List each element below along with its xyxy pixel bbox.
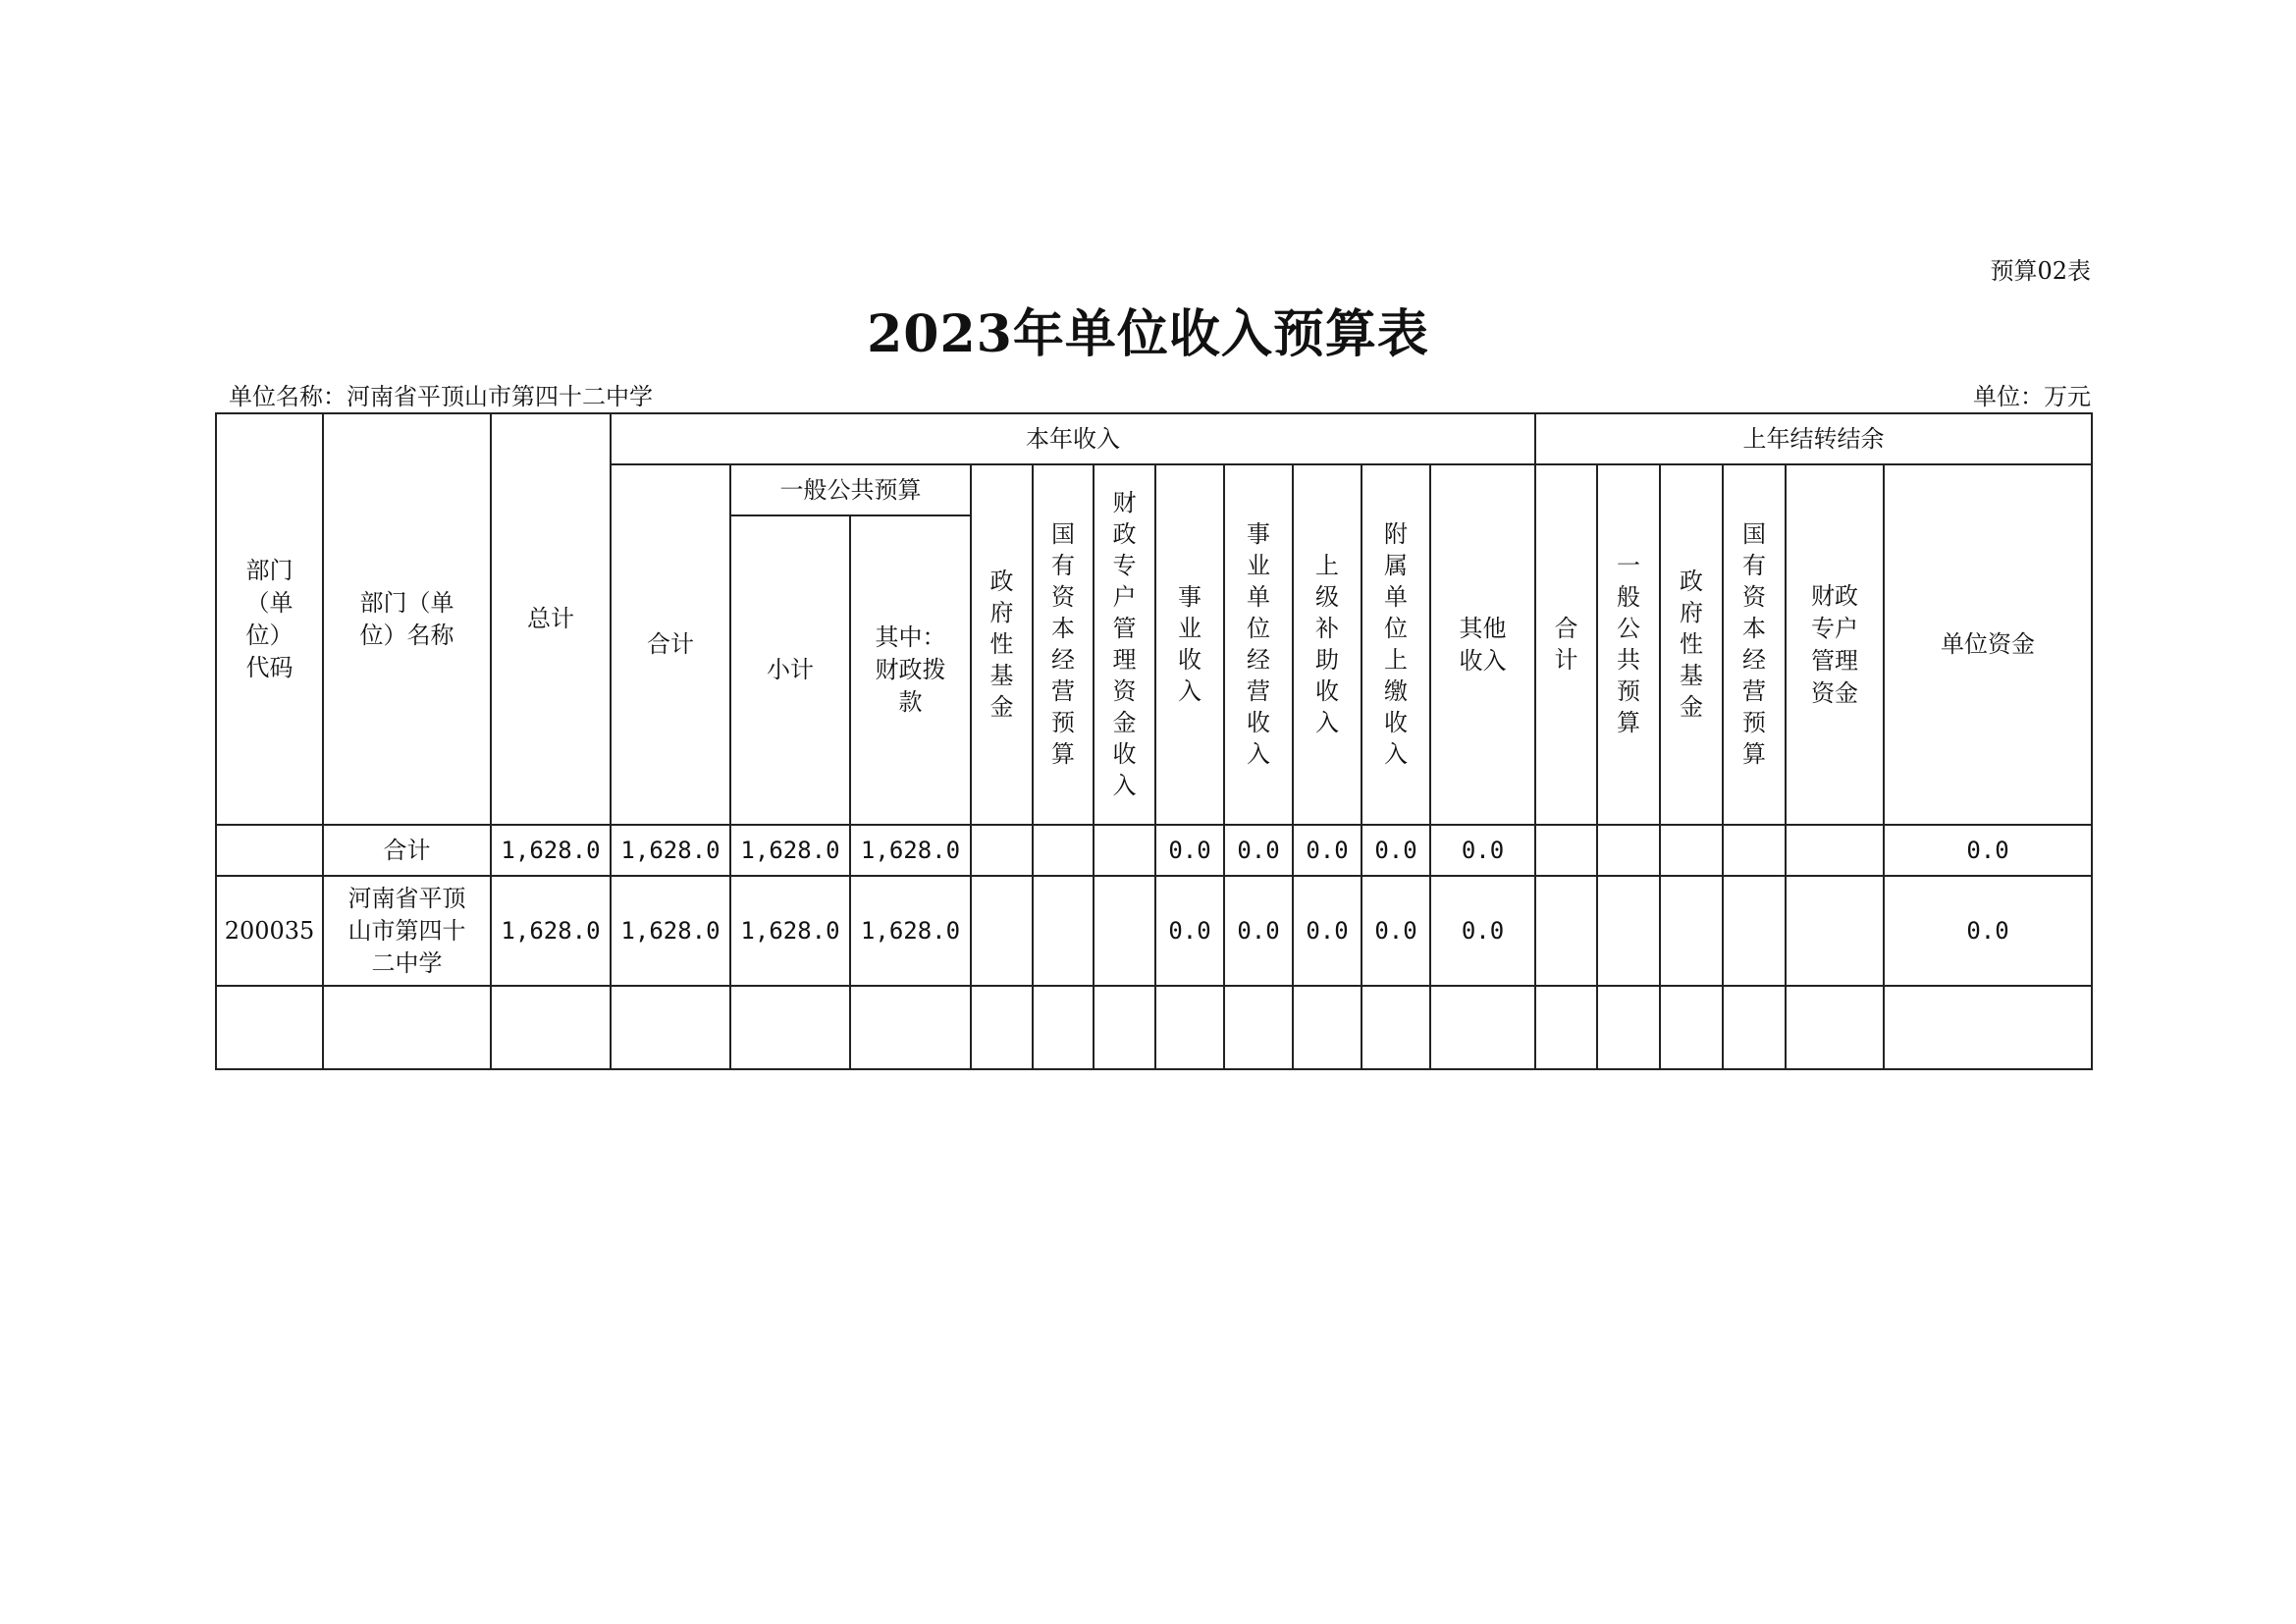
cell-code: 200035 <box>216 876 323 986</box>
cell-py-sum <box>1535 876 1597 986</box>
cell-cy-sum: 1,628.0 <box>611 825 730 876</box>
cell-fiscal-special <box>1094 825 1155 876</box>
cell-fiscal-special <box>1094 876 1155 986</box>
cell-py-fiscal-special <box>1786 825 1884 876</box>
col-header-superior-subsidy: 上级补助收入 <box>1293 464 1362 825</box>
col-header-py-gov-fund: 政府性基金 <box>1660 464 1723 825</box>
col-header-cy-sum: 合计 <box>611 464 730 825</box>
cell-fiscal: 1,628.0 <box>850 825 971 876</box>
cell-gov-fund <box>971 825 1033 876</box>
header-row-1 <box>216 413 2092 464</box>
cell-code <box>216 825 323 876</box>
col-header-py-unit-funds: 单位资金 <box>1884 464 2092 825</box>
unit-name-label: 单位名称：河南省平顶山市第四十二中学 <box>229 383 653 410</box>
col-header-prior-year: 上年结转结余 <box>1535 413 2092 464</box>
cell-business: 0.0 <box>1155 825 1224 876</box>
col-header-dept-name: 部门（单位）名称 <box>323 413 491 825</box>
col-header-business-income: 事业收入 <box>1155 464 1224 825</box>
cell-subtotal: 1,628.0 <box>730 876 850 986</box>
col-header-py-state-capital: 国有资本经营预算 <box>1723 464 1786 825</box>
budget-table <box>215 412 2093 1070</box>
cell-py-state-capital <box>1723 825 1786 876</box>
currency-unit-label: 单位：万元 <box>1973 383 2091 410</box>
cell-state-capital <box>1033 876 1094 986</box>
form-number: 预算02表 <box>1990 257 2091 285</box>
cell-py-general <box>1597 825 1660 876</box>
cell-py-state-capital <box>1723 876 1786 986</box>
table-row <box>216 825 2092 876</box>
col-header-affiliate-income: 附属单位上缴收入 <box>1362 464 1430 825</box>
cell-py-general <box>1597 876 1660 986</box>
cell-superior: 0.0 <box>1293 825 1362 876</box>
cell-subtotal: 1,628.0 <box>730 825 850 876</box>
col-header-operating-income: 事业单位经营收入 <box>1224 464 1293 825</box>
col-header-dept-code: 部门（单位）代码 <box>216 413 323 825</box>
cell-py-unit-funds: 0.0 <box>1884 825 2092 876</box>
col-header-py-sum: 合计 <box>1535 464 1597 825</box>
cell-operating: 0.0 <box>1224 825 1293 876</box>
cell-py-fiscal-special <box>1786 876 1884 986</box>
page-title: 2023年单位收入预算表 <box>867 304 1429 364</box>
cell-py-gov-fund <box>1660 825 1723 876</box>
cell-fiscal: 1,628.0 <box>850 876 971 986</box>
cell-other: 0.0 <box>1430 825 1535 876</box>
col-header-fiscal-special: 财政专户管理资金收入 <box>1094 464 1155 825</box>
col-header-gov-fund: 政府性基金 <box>971 464 1033 825</box>
col-header-current-year: 本年收入 <box>611 413 1535 464</box>
col-header-py-general: 一般公共预算 <box>1597 464 1660 825</box>
cell-cy-sum: 1,628.0 <box>611 876 730 986</box>
cell-superior: 0.0 <box>1293 876 1362 986</box>
cell-name: 合计 <box>323 825 491 876</box>
cell-state-capital <box>1033 825 1094 876</box>
cell-gov-fund <box>971 876 1033 986</box>
col-header-other-income: 其他收入 <box>1430 464 1535 825</box>
col-header-subtotal: 小计 <box>730 515 850 825</box>
col-header-state-capital: 国有资本经营预算 <box>1033 464 1094 825</box>
col-header-fiscal-allocation: 其中：财政拨款 <box>850 515 971 825</box>
cell-total: 1,628.0 <box>491 876 611 986</box>
cell-py-gov-fund <box>1660 876 1723 986</box>
empty-row <box>216 986 2092 1069</box>
cell-affiliate: 0.0 <box>1362 876 1430 986</box>
col-header-general-budget: 一般公共预算 <box>730 464 971 515</box>
cell-py-unit-funds: 0.0 <box>1884 876 2092 986</box>
col-header-total: 总计 <box>491 413 611 825</box>
table-row <box>216 876 2092 986</box>
cell-other: 0.0 <box>1430 876 1535 986</box>
cell-business: 0.0 <box>1155 876 1224 986</box>
cell-name: 河南省平顶山市第四十二中学 <box>323 876 491 986</box>
cell-operating: 0.0 <box>1224 876 1293 986</box>
cell-total: 1,628.0 <box>491 825 611 876</box>
cell-affiliate: 0.0 <box>1362 825 1430 876</box>
cell-py-sum <box>1535 825 1597 876</box>
col-header-py-fiscal-special: 财政专户管理资金 <box>1786 464 1884 825</box>
